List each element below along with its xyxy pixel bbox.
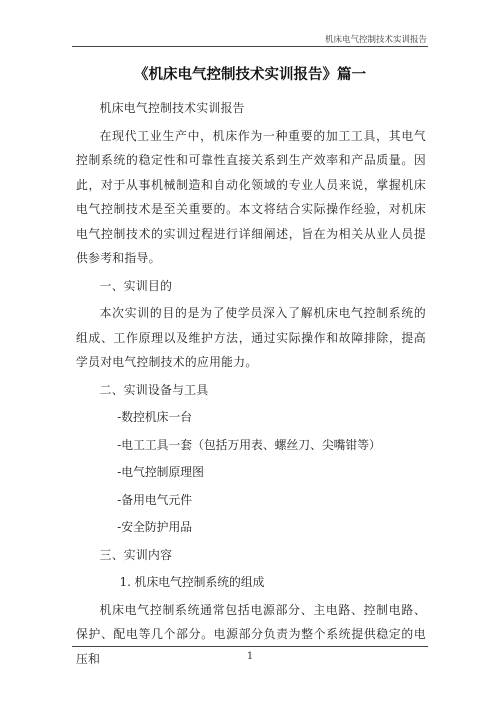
section-paragraph: 机床电气控制系统通常包括电源部分、主电路、控制电路、保护、配电等几个部分。电源部分负责为整个系统提供稳定的电压和 xyxy=(76,602,426,666)
list-item: -电工工具一套（包括万用表、螺丝刀、尖嘴钳等） xyxy=(117,437,381,452)
list-item: -安全防护用品 xyxy=(117,520,193,534)
footer-divider xyxy=(72,646,428,647)
document-body xyxy=(76,96,426,674)
list-item: -数控机床一台 xyxy=(117,410,193,424)
section-heading: 一、实训目的 xyxy=(99,278,173,293)
section-paragraph: 本次实训的目的是为了使学员深入了解机床电气控制系统的组成、工作原理以及维护方法，通过实际操作和故障排除，提高学员对电气控制技术的应用能力。 xyxy=(76,306,426,369)
section-heading: 二、实训设备与工具 xyxy=(99,382,209,397)
page-header: 机床电气控制技术实训报告 xyxy=(324,35,427,45)
subsection-heading: 1. 机床电气控制系统的组成 xyxy=(119,575,265,589)
header-divider xyxy=(72,46,428,47)
page-number: 1 xyxy=(246,651,254,662)
intro-paragraph: 在现代工业生产中，机床作为一种重要的加工工具，其电气控制系统的稳定性和可靠性直接关系到生产效率和产品质量。因此，对于从事机械制造和自动化领域的专业人员来说，掌握机床电气控制技术是至关重要的。本文将结合实际操作经验，对机床电气控制技术的实训过程进行详细阐述，旨在为相关从业人员提供参考和指导。 xyxy=(76,128,426,265)
section-heading: 三、实训内容 xyxy=(99,547,173,562)
list-item: -备用电气元件 xyxy=(117,492,193,507)
subtitle: 机床电气控制技术实训报告 xyxy=(99,101,245,115)
list-item: -电气控制原理图 xyxy=(117,465,204,479)
document-title: 《机床电气控制技术实训报告》篇一 xyxy=(134,66,366,83)
